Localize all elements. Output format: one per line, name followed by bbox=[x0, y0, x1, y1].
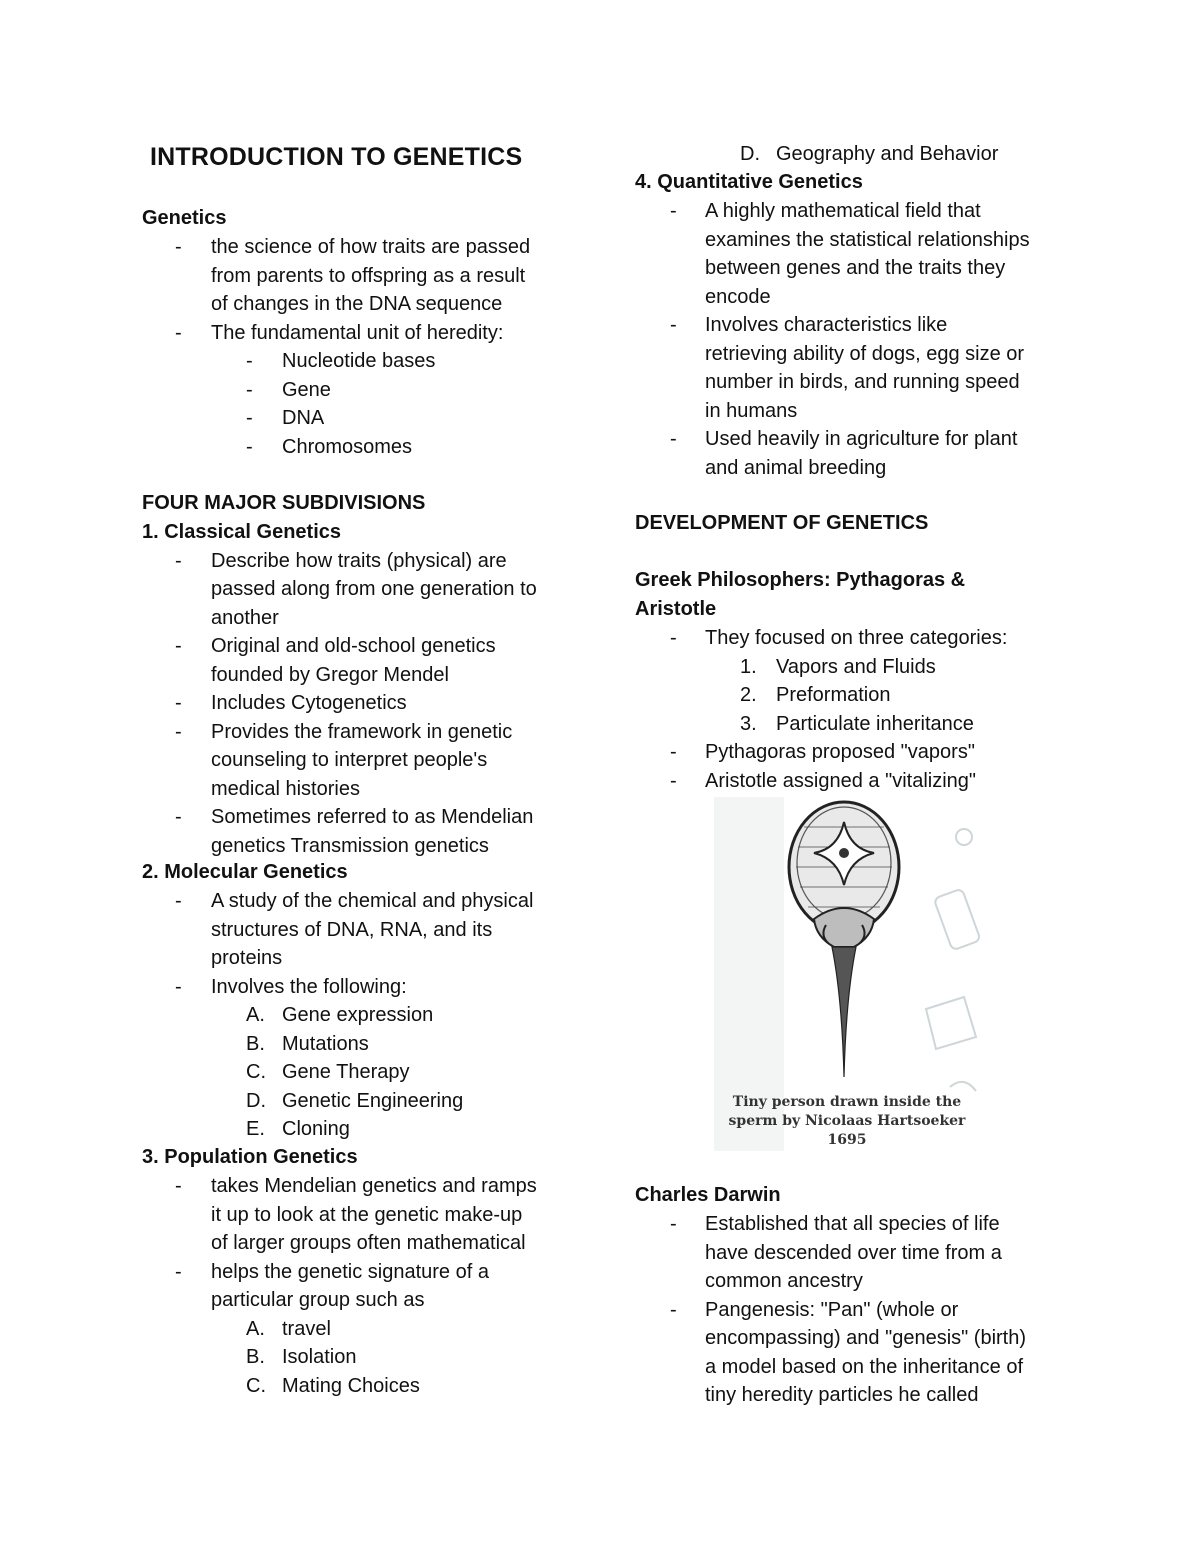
classical-line: counseling to interpret people's bbox=[211, 749, 488, 771]
molecular-line: Involves the following: bbox=[211, 975, 407, 998]
population-item: travel bbox=[282, 1317, 331, 1340]
greek-category-item: Preformation bbox=[776, 684, 891, 706]
classical-genetics-heading: 1. Classical Genetics bbox=[142, 521, 342, 543]
bullet-dash: - bbox=[670, 428, 677, 450]
list-letter: C. bbox=[246, 1061, 266, 1083]
bullet-dash: - bbox=[246, 407, 253, 429]
darwin-line: encompassing) and "genesis" (birth) bbox=[705, 1327, 1027, 1349]
bullet-dash: - bbox=[175, 692, 182, 714]
genetics-heading: Genetics bbox=[142, 207, 227, 229]
classical-line: Includes Cytogenetics bbox=[211, 692, 407, 714]
bullet-dash: - bbox=[670, 769, 677, 792]
bullet-dash: - bbox=[670, 1213, 677, 1235]
darwin-line: tiny heredity particles he called bbox=[705, 1384, 979, 1406]
heredity-unit-line: The fundamental unit of heredity: bbox=[211, 321, 504, 344]
quantitative-genetics-heading: 4. Quantitative Genetics bbox=[635, 171, 863, 193]
greek-line: Pythagoras proposed "vapors" bbox=[705, 741, 975, 763]
greek-category-item: Particulate inheritance bbox=[776, 712, 974, 735]
homunculus-figure bbox=[714, 797, 980, 1151]
classical-line: medical histories bbox=[211, 777, 360, 800]
bullet-dash: - bbox=[670, 314, 677, 336]
list-letter: A. bbox=[246, 1004, 265, 1026]
darwin-line: have descended over time from a bbox=[705, 1241, 1002, 1264]
genetics-definition-line: the science of how traits are passed bbox=[211, 236, 531, 258]
charles-darwin-heading: Charles Darwin bbox=[635, 1184, 781, 1206]
list-letter: A. bbox=[246, 1317, 265, 1340]
greek-philosophers-heading: Aristotle bbox=[635, 598, 717, 620]
list-number: 3. bbox=[740, 712, 757, 735]
quantitative-line: number in birds, and running speed bbox=[705, 371, 1020, 393]
classical-line: Original and old-school genetics bbox=[211, 635, 496, 657]
greek-line: Aristotle assigned a "vitalizing" bbox=[705, 769, 976, 792]
page-title: INTRODUCTION TO GENETICS bbox=[150, 143, 523, 171]
classical-line: Describe how traits (physical) are bbox=[211, 549, 507, 572]
subdivisions-heading: FOUR MAJOR SUBDIVISIONS bbox=[142, 492, 426, 514]
bullet-dash: - bbox=[175, 635, 182, 657]
population-line: takes Mendelian genetics and ramps bbox=[211, 1175, 537, 1197]
bullet-dash: - bbox=[175, 720, 182, 743]
quantitative-line: between genes and the traits they bbox=[705, 257, 1006, 279]
bullet-dash: - bbox=[246, 435, 253, 458]
population-line: of larger groups often mathematical bbox=[211, 1232, 526, 1254]
molecular-item: Mutations bbox=[282, 1032, 369, 1055]
figure-caption-line: sperm by Nicolaas Hartsoeker bbox=[728, 1113, 966, 1129]
quantitative-line: in humans bbox=[705, 399, 798, 422]
figure-caption-line: 1695 bbox=[827, 1132, 867, 1148]
greek-philosophers-heading: Greek Philosophers: Pythagoras & bbox=[635, 569, 966, 591]
bullet-dash: - bbox=[175, 806, 182, 828]
classical-line: Provides the framework in genetic bbox=[211, 720, 513, 743]
quantitative-line: Involves characteristics like bbox=[705, 314, 948, 336]
bullet-dash: - bbox=[175, 549, 182, 572]
greek-category-item: Vapors and Fluids bbox=[776, 655, 936, 678]
classical-line: passed along from one generation to bbox=[211, 578, 537, 600]
list-letter: D. bbox=[740, 143, 760, 165]
population-line: it up to look at the genetic make-up bbox=[211, 1203, 523, 1226]
bullet-dash: - bbox=[175, 236, 182, 258]
heredity-unit-item: Gene bbox=[282, 378, 331, 401]
classical-line: Sometimes referred to as Mendelian bbox=[211, 806, 534, 828]
molecular-line: proteins bbox=[211, 947, 283, 969]
classical-line: genetics Transmission genetics bbox=[211, 834, 489, 857]
heredity-unit-item: Chromosomes bbox=[282, 435, 413, 458]
quantitative-line: A highly mathematical field that bbox=[705, 200, 981, 222]
development-heading: DEVELOPMENT OF GENETICS bbox=[635, 512, 929, 534]
bullet-dash: - bbox=[175, 321, 182, 344]
population-item: Geography and Behavior bbox=[776, 143, 999, 165]
list-letter: B. bbox=[246, 1346, 265, 1368]
quantitative-line: Used heavily in agriculture for plant bbox=[705, 428, 1018, 450]
classical-line: another bbox=[211, 606, 279, 629]
molecular-genetics-heading: 2. Molecular Genetics bbox=[142, 861, 348, 883]
list-letter: C. bbox=[246, 1374, 266, 1397]
bullet-dash: - bbox=[670, 627, 677, 649]
molecular-line: A study of the chemical and physical bbox=[211, 890, 534, 912]
molecular-line: structures of DNA, RNA, and its bbox=[211, 918, 493, 941]
bullet-dash: - bbox=[175, 975, 182, 998]
darwin-line: a model based on the inheritance of bbox=[705, 1355, 1023, 1378]
bullet-dash: - bbox=[670, 200, 677, 222]
darwin-line: Pangenesis: "Pan" (whole or bbox=[705, 1298, 959, 1321]
list-letter: D. bbox=[246, 1089, 266, 1112]
population-line: particular group such as bbox=[211, 1289, 425, 1311]
population-line: helps the genetic signature of a bbox=[211, 1260, 489, 1283]
genetics-definition-line: from parents to offspring as a result bbox=[211, 264, 526, 287]
list-number: 1. bbox=[740, 655, 757, 678]
genetics-definition-line: of changes in the DNA sequence bbox=[211, 293, 503, 315]
quantitative-line: and animal breeding bbox=[705, 456, 887, 479]
population-genetics-heading: 3. Population Genetics bbox=[142, 1146, 358, 1168]
figure-caption-line: Tiny person drawn inside the bbox=[732, 1094, 962, 1110]
bullet-dash: - bbox=[670, 741, 677, 763]
molecular-item: Gene expression bbox=[282, 1004, 434, 1026]
bullet-dash: - bbox=[246, 378, 253, 401]
list-letter: E. bbox=[246, 1118, 265, 1140]
bullet-dash: - bbox=[175, 890, 182, 912]
heredity-unit-item: DNA bbox=[282, 407, 325, 429]
figure-caption bbox=[714, 1093, 980, 1150]
bullet-dash: - bbox=[246, 350, 253, 372]
darwin-line: common ancestry bbox=[705, 1270, 863, 1292]
list-letter: B. bbox=[246, 1032, 265, 1055]
quantitative-line: encode bbox=[705, 285, 771, 308]
list-number: 2. bbox=[740, 684, 757, 706]
population-item: Isolation bbox=[282, 1346, 357, 1368]
darwin-line: Established that all species of life bbox=[705, 1213, 1000, 1235]
greek-line: They focused on three categories: bbox=[705, 627, 1008, 649]
molecular-item: Cloning bbox=[282, 1118, 350, 1140]
bullet-dash: - bbox=[670, 1298, 677, 1321]
quantitative-line: retrieving ability of dogs, egg size or bbox=[705, 342, 1025, 365]
classical-line: founded by Gregor Mendel bbox=[211, 663, 449, 686]
quantitative-line: examines the statistical relationships bbox=[705, 228, 1030, 251]
population-item: Mating Choices bbox=[282, 1374, 420, 1397]
molecular-item: Genetic Engineering bbox=[282, 1089, 464, 1112]
molecular-item: Gene Therapy bbox=[282, 1061, 410, 1083]
heredity-unit-item: Nucleotide bases bbox=[282, 350, 436, 372]
bullet-dash: - bbox=[175, 1260, 182, 1283]
bullet-dash: - bbox=[175, 1175, 182, 1197]
